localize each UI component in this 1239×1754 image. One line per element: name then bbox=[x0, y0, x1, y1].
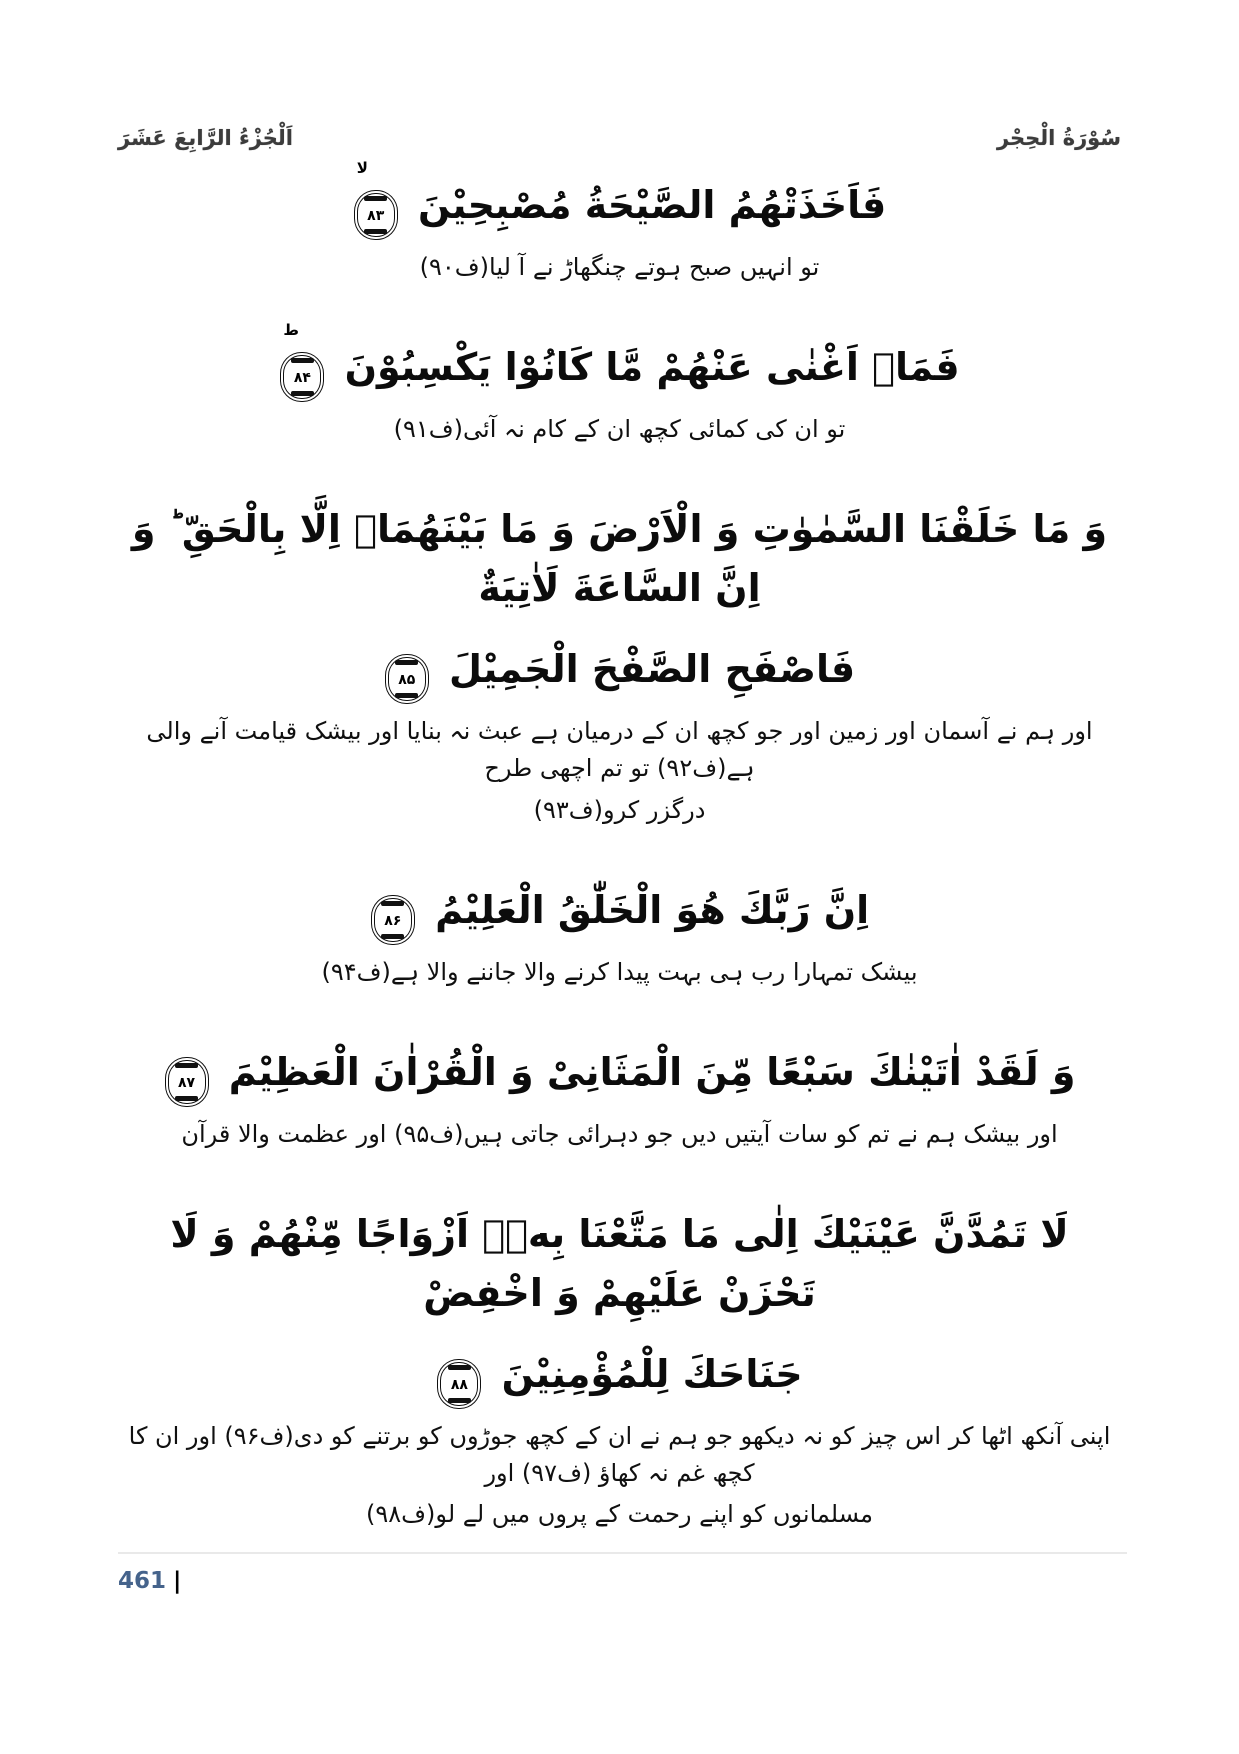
page-header bbox=[118, 0, 1121, 150]
urdu-translation: تو ان کی کمائی کچھ ان کے کام نہ آئی(ف۹۱) bbox=[393, 415, 846, 444]
arabic-verse-line-1: وَ مَا خَلَقْنَا السَّمٰوٰتِ وَ الْاَرْضَ وَ مَا بَیْنَهُمَاۤ اِلَّا بِالْحَقِّ ؕ وَ اِنَّ السَّاعَةَ لَاٰتِیَةٌ bbox=[131, 507, 1108, 611]
waqf-sign: لا bbox=[356, 159, 368, 177]
verse-end-ornament bbox=[440, 1347, 478, 1406]
page-footer bbox=[118, 1552, 1127, 1594]
footer-divider bbox=[118, 1552, 1127, 1554]
page-number-separator: | bbox=[173, 1568, 182, 1594]
verse-number-medallion: ۸۴ bbox=[283, 355, 321, 399]
verse-block-87 bbox=[118, 1043, 1121, 1153]
arabic-verse-line-2 bbox=[118, 1345, 1121, 1406]
arabic-verse-text: جَنَاحَكَ لِلْمُؤْمِنِیْنَ bbox=[501, 1351, 803, 1396]
verse-end-ornament bbox=[374, 883, 412, 942]
arabic-verse-line bbox=[118, 321, 1121, 399]
arabic-verse-line bbox=[118, 881, 1121, 942]
verse-block-83 bbox=[118, 159, 1121, 286]
arabic-verse-text: اِنَّ رَبَّكَ هُوَ الْخَلّٰقُ الْعَلِیْمُ bbox=[435, 887, 870, 932]
verse-number-medallion: ۸۶ bbox=[374, 898, 412, 942]
arabic-verse-line-1: لَا تَمُدَّنَّ عَیْنَیْكَ اِلٰی مَا مَتَّعْنَا بِهٖۤ اَزْوَاجًا مِّنْهُمْ وَ لَا تَحْزَنْ عَلَیْهِمْ وَ اخْفِضْ bbox=[170, 1212, 1069, 1315]
verse-block-86 bbox=[118, 881, 1121, 991]
page-number bbox=[118, 1568, 1127, 1594]
urdu-translation: اور بیشک ہم نے تم کو سات آیتیں دیں جو دہرائی جاتی ہیں(ف۹۵) اور عظمت والا قرآن bbox=[181, 1119, 1058, 1148]
waqf-sign: ط bbox=[283, 321, 299, 340]
urdu-translation: بیشک تمہارا رب ہی بہت پیدا کرنے والا جاننے والا ہے(ف۹۴) bbox=[321, 957, 918, 986]
urdu-translation-line-1: اپنی آنکھ اٹھا کر اس چیز کو نہ دیکھو جو ہم نے ان کے کچھ جوڑوں کو برتنے کو دی(ف۹۶) اور ان کا کچھ غم نہ کھاؤ (ف۹۷) اور bbox=[128, 1421, 1111, 1488]
arabic-verse-line bbox=[118, 1043, 1121, 1104]
arabic-verse-text: فَمَاۤ اَغْنٰی عَنْهُمْ مَّا كَانُوْا یَكْسِبُوْنَ bbox=[344, 345, 960, 390]
page-number-value: 461 bbox=[118, 1568, 167, 1594]
arabic-verse-line-2 bbox=[118, 640, 1121, 701]
arabic-verse-text: فَاَخَذَتْهُمُ الصَّیْحَةُ مُصْبِحِیْنَ bbox=[417, 183, 887, 227]
verse-end-ornament bbox=[388, 642, 426, 701]
arabic-verse-line bbox=[118, 159, 1121, 237]
urdu-translation-line-2: مسلمانوں کو اپنے رحمت کے پروں میں لے لو(ف۹۸) bbox=[366, 1500, 873, 1529]
verse-block-88 bbox=[118, 1205, 1121, 1533]
surah-title-calligraphy: سُوْرَةُ الْحِجْر bbox=[996, 126, 1121, 150]
urdu-translation-line-1: اور ہم نے آسمان اور زمین اور جو کچھ ان کے درمیان ہے عبث نہ بنایا اور بیشک قیامت آنے والی ہے(ف۹۲) تو تم اچھی طرح bbox=[146, 717, 1093, 783]
urdu-translation-line-2: درگزر کرو(ف۹۳) bbox=[533, 795, 706, 824]
verse-end-ornament bbox=[283, 321, 321, 399]
verse-end-ornament bbox=[168, 1045, 206, 1104]
verse-block-85 bbox=[118, 500, 1121, 828]
verse-block-84 bbox=[118, 321, 1121, 448]
verse-number-medallion: ۸۵ bbox=[388, 657, 426, 701]
urdu-translation: تو انہیں صبح ہوتے چنگھاڑ نے آ لیا(ف۹۰) bbox=[419, 253, 820, 281]
verse-number-medallion: ۸۳ bbox=[357, 193, 395, 237]
juz-title-calligraphy: اَلْجُزْءُ الرَّابِعَ عَشَرَ bbox=[118, 126, 293, 150]
arabic-verse-text: فَاصْفَحِ الصَّفْحَ الْجَمِیْلَ bbox=[449, 647, 856, 692]
verse-end-ornament bbox=[356, 159, 395, 237]
verse-number-medallion: ۸۸ bbox=[440, 1362, 478, 1406]
verse-number-medallion: ۸۷ bbox=[168, 1060, 206, 1104]
arabic-verse-text: وَ لَقَدْ اٰتَیْنٰكَ سَبْعًا مِّنَ الْمَثَانِیْ وَ الْقُرْاٰنَ الْعَظِیْمَ bbox=[228, 1049, 1076, 1094]
